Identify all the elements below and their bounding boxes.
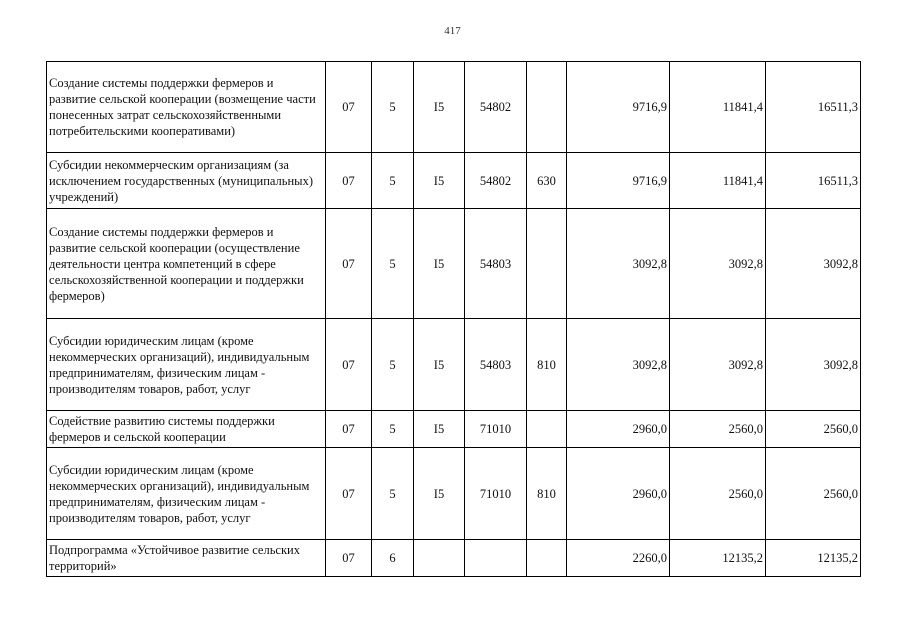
sum3-cell: 2560,0 [766,448,861,540]
program-cell: I5 [414,153,465,209]
sum2-cell: 3092,8 [670,209,766,319]
podrazdel-cell: 5 [372,411,414,448]
sum3-cell: 3092,8 [766,319,861,411]
razdel-cell: 07 [326,153,372,209]
program-cell: I5 [414,209,465,319]
podrazdel-cell: 5 [372,153,414,209]
code-cell: 54802 [465,153,527,209]
sum1-cell: 3092,8 [567,319,670,411]
vid-cell [527,411,567,448]
program-cell: I5 [414,411,465,448]
budget-table [46,61,861,577]
row-name-cell: Субсидии юридическим лицам (кроме некоммерческих организаций), индивидуальным предпринимателям, физическим лицам - производителям товаров, работ, услуг [47,319,326,411]
row-name-cell: Субсидии некоммерческим организациям (за исключением государственных (муниципальных) учреждений) [47,153,326,209]
sum3-cell: 12135,2 [766,540,861,577]
program-cell: I5 [414,319,465,411]
vid-cell: 630 [527,153,567,209]
razdel-cell: 07 [326,319,372,411]
sum2-cell: 11841,4 [670,153,766,209]
podrazdel-cell: 5 [372,209,414,319]
sum2-cell: 2560,0 [670,448,766,540]
row-name-cell: Субсидии юридическим лицам (кроме некоммерческих организаций), индивидуальным предпринимателям, физическим лицам - производителям товаров, работ, услуг [47,448,326,540]
sum1-cell: 3092,8 [567,209,670,319]
table-row [47,411,861,448]
sum3-cell: 3092,8 [766,209,861,319]
table-row [47,540,861,577]
podrazdel-cell: 5 [372,319,414,411]
code-cell: 54802 [465,62,527,153]
row-name-cell: Подпрограмма «Устойчивое развитие сельских территорий» [47,540,326,577]
code-cell: 71010 [465,448,527,540]
table-row [47,62,861,153]
row-name-cell: Создание системы поддержки фермеров и развитие сельской кооперации (возмещение части понесенных затрат сельскохозяйственными потребительскими кооперативами) [47,62,326,153]
vid-cell: 810 [527,319,567,411]
razdel-cell: 07 [326,209,372,319]
sum1-cell: 2960,0 [567,448,670,540]
sum3-cell: 16511,3 [766,153,861,209]
code-cell: 71010 [465,411,527,448]
program-cell: I5 [414,448,465,540]
code-cell: 54803 [465,209,527,319]
table-row [47,448,861,540]
sum2-cell: 2560,0 [670,411,766,448]
program-cell: I5 [414,62,465,153]
podrazdel-cell: 6 [372,540,414,577]
sum3-cell: 16511,3 [766,62,861,153]
sum2-cell: 12135,2 [670,540,766,577]
sum1-cell: 2960,0 [567,411,670,448]
sum1-cell: 2260,0 [567,540,670,577]
sum2-cell: 3092,8 [670,319,766,411]
razdel-cell: 07 [326,62,372,153]
podrazdel-cell: 5 [372,448,414,540]
razdel-cell: 07 [326,448,372,540]
page-number: 417 [444,25,461,37]
vid-cell [527,209,567,319]
vid-cell: 810 [527,448,567,540]
razdel-cell: 07 [326,411,372,448]
podrazdel-cell: 5 [372,62,414,153]
row-name-cell: Создание системы поддержки фермеров и развитие сельской кооперации (осуществление деятельности центра компетенций в сфере сельскохозяйственной кооперации и поддержки фермеров) [47,209,326,319]
row-name-cell: Содействие развитию системы поддержки фермеров и сельской кооперации [47,411,326,448]
sum1-cell: 9716,9 [567,153,670,209]
table-row [47,209,861,319]
code-cell [465,540,527,577]
table-row [47,153,861,209]
sum1-cell: 9716,9 [567,62,670,153]
vid-cell [527,540,567,577]
program-cell [414,540,465,577]
vid-cell [527,62,567,153]
sum2-cell: 11841,4 [670,62,766,153]
table-row [47,319,861,411]
razdel-cell: 07 [326,540,372,577]
code-cell: 54803 [465,319,527,411]
sum3-cell: 2560,0 [766,411,861,448]
